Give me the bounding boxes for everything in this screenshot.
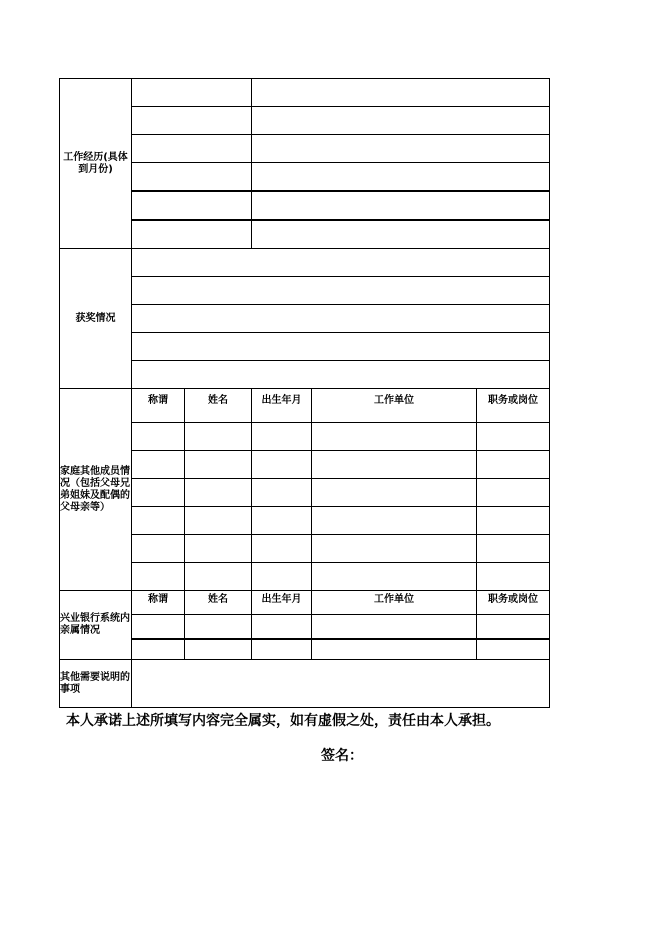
bank-header-birth: 出生年月	[252, 591, 312, 615]
work-period-cell[interactable]	[132, 107, 252, 135]
cell[interactable]	[132, 535, 185, 563]
cell[interactable]	[132, 423, 185, 451]
cell[interactable]	[312, 423, 477, 451]
signature-label: 签名：	[321, 748, 363, 764]
cell[interactable]	[132, 615, 185, 640]
cell[interactable]	[477, 507, 550, 535]
work-employer-cell[interactable]	[252, 191, 550, 220]
cell[interactable]	[252, 563, 312, 591]
cell[interactable]	[185, 639, 252, 660]
cell[interactable]	[132, 451, 185, 479]
cell[interactable]	[312, 507, 477, 535]
pledge-statement: 本人承诺上述所填写内容完全属实，如有虚假之处，责任由本人承担。	[66, 713, 500, 729]
awards-cell[interactable]	[132, 305, 550, 333]
family-label: 家庭其他成员情况（包括父母兄弟姐妹及配偶的父母亲等）	[60, 389, 132, 591]
family-row	[60, 563, 550, 591]
cell[interactable]	[312, 451, 477, 479]
cell[interactable]	[132, 639, 185, 660]
family-row	[60, 423, 550, 451]
awards-row	[60, 333, 550, 361]
cell[interactable]	[477, 451, 550, 479]
awards-cell[interactable]	[132, 333, 550, 361]
cell[interactable]	[252, 479, 312, 507]
other-row	[60, 660, 550, 708]
bank-relatives-label: 兴业银行系统内亲属情况	[60, 591, 132, 660]
work-history-row	[60, 163, 550, 192]
family-row	[60, 451, 550, 479]
family-row	[60, 507, 550, 535]
cell[interactable]	[185, 451, 252, 479]
work-employer-cell[interactable]	[252, 79, 550, 107]
awards-row	[60, 305, 550, 333]
cell[interactable]	[132, 507, 185, 535]
bank-header-employer: 工作单位	[312, 591, 477, 615]
cell[interactable]	[477, 423, 550, 451]
family-header-position: 职务或岗位	[477, 389, 550, 423]
application-form-table	[59, 78, 550, 708]
cell[interactable]	[252, 535, 312, 563]
bank-header-title: 称谓	[132, 591, 185, 615]
cell[interactable]	[185, 507, 252, 535]
cell[interactable]	[185, 535, 252, 563]
family-header-employer: 工作单位	[312, 389, 477, 423]
family-header-name: 姓名	[185, 389, 252, 423]
cell[interactable]	[477, 615, 550, 640]
cell[interactable]	[132, 479, 185, 507]
work-history-row	[60, 107, 550, 135]
family-row	[60, 479, 550, 507]
cell[interactable]	[252, 507, 312, 535]
cell[interactable]	[185, 563, 252, 591]
awards-row	[60, 277, 550, 305]
cell[interactable]	[477, 535, 550, 563]
bank-row	[60, 615, 550, 640]
cell[interactable]	[252, 451, 312, 479]
work-employer-cell[interactable]	[252, 163, 550, 192]
work-history-row	[60, 191, 550, 220]
work-history-row	[60, 79, 550, 107]
other-label: 其他需要说明的事项	[60, 660, 132, 708]
family-header-row	[60, 389, 550, 423]
family-header-birth: 出生年月	[252, 389, 312, 423]
bank-header-row	[60, 591, 550, 615]
cell[interactable]	[477, 479, 550, 507]
work-employer-cell[interactable]	[252, 107, 550, 135]
cell[interactable]	[312, 615, 477, 640]
bank-header-position: 职务或岗位	[477, 591, 550, 615]
cell[interactable]	[312, 563, 477, 591]
cell[interactable]	[252, 639, 312, 660]
cell[interactable]	[252, 615, 312, 640]
awards-label: 获奖情况	[60, 249, 132, 389]
work-period-cell[interactable]	[132, 220, 252, 249]
cell[interactable]	[312, 639, 477, 660]
work-period-cell[interactable]	[132, 135, 252, 163]
work-history-label: 工作经历(具体到月份)	[60, 79, 132, 249]
family-row	[60, 535, 550, 563]
cell[interactable]	[185, 615, 252, 640]
family-header-title: 称谓	[132, 389, 185, 423]
cell[interactable]	[477, 639, 550, 660]
cell[interactable]	[312, 535, 477, 563]
work-history-row	[60, 135, 550, 163]
cell[interactable]	[185, 479, 252, 507]
awards-cell[interactable]	[132, 361, 550, 389]
cell[interactable]	[185, 423, 252, 451]
cell[interactable]	[132, 563, 185, 591]
awards-cell[interactable]	[132, 249, 550, 277]
bank-row	[60, 639, 550, 660]
bank-header-name: 姓名	[185, 591, 252, 615]
work-employer-cell[interactable]	[252, 220, 550, 249]
other-cell[interactable]	[132, 660, 550, 708]
awards-cell[interactable]	[132, 277, 550, 305]
work-period-cell[interactable]	[132, 163, 252, 192]
work-period-cell[interactable]	[132, 79, 252, 107]
cell[interactable]	[252, 423, 312, 451]
awards-row	[60, 361, 550, 389]
awards-row	[60, 249, 550, 277]
cell[interactable]	[312, 479, 477, 507]
work-history-row	[60, 220, 550, 249]
work-period-cell[interactable]	[132, 191, 252, 220]
work-employer-cell[interactable]	[252, 135, 550, 163]
cell[interactable]	[477, 563, 550, 591]
